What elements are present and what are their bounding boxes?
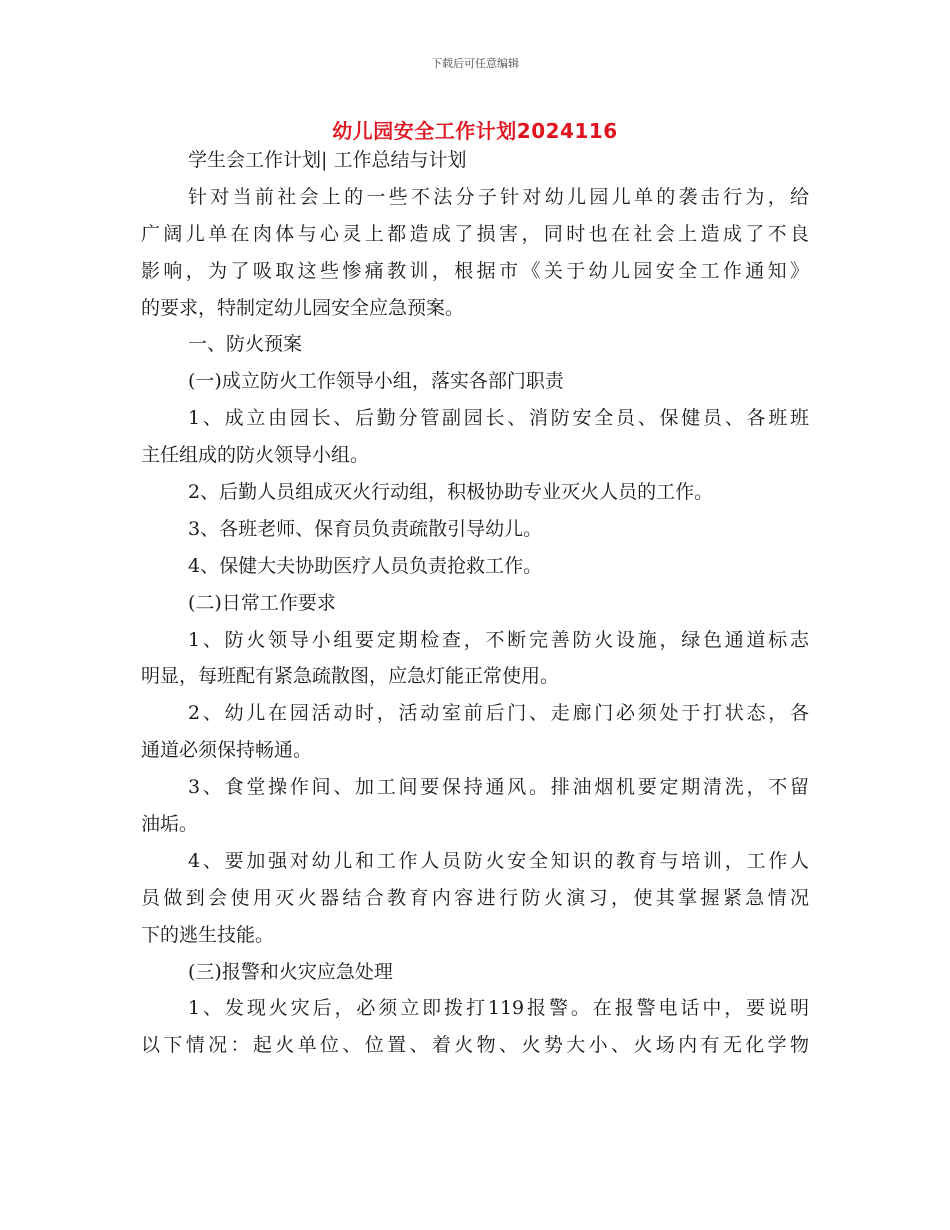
paragraph-line: 明显，每班配有紧急疏散图，应急灯能正常使用。 [141,665,560,688]
paragraph-line: 主任组成的防火领导小组。 [141,444,370,467]
paragraph-line: 3、各班老师、保育员负责疏散引导幼儿。 [188,517,543,540]
paragraph-line: 针对当前社会上的一些不法分子针对幼儿园儿单的袭击行为，给 [188,185,809,208]
paragraph-line: 通道必须保持畅通。 [141,739,313,762]
paragraph-line: 广阔儿单在肉体与心灵上都造成了损害，同时也在社会上造成了不良 [141,222,809,245]
paragraph-line: 的要求，特制定幼儿园安全应急预案。 [141,296,465,319]
paragraph-line: 1、防火领导小组要定期检查，不断完善防火设施，绿色通道标志 [188,628,809,651]
subtitle-line: 学生会工作计划| 工作总结与计划 [188,149,467,171]
paragraph-line: 下的逃生技能。 [141,923,275,946]
paragraph-line: 影响，为了吸取这些惨痛教训，根据市《关于幼儿园安全工作通知》 [141,259,809,282]
paragraph-line: 员做到会使用灭火器结合教育内容进行防火演习，使其掌握紧急情况 [141,886,809,909]
subsection-heading: (三)报警和火灾应急处理 [188,960,393,983]
document-title: 幼儿园安全工作计划2024116 [332,119,618,143]
subsection-heading: (二)日常工作要求 [188,591,336,614]
paragraph-line: 3、食堂操作间、加工间要保持通风。排油烟机要定期清洗，不留 [188,776,809,799]
section-heading: 一、防火预案 [188,333,303,356]
paragraph-line: 4、要加强对幼儿和工作人员防火安全知识的教育与培训，工作人 [188,849,809,872]
paragraph-line: 油垢。 [141,813,199,836]
subsection-heading: (一)成立防火工作领导小组，落实各部门职责 [188,370,564,393]
paragraph-line: 2、幼儿在园活动时，活动室前后门、走廊门必须处于打状态，各 [188,702,809,725]
paragraph-line: 4、保健大夫协助医疗人员负责抢救工作。 [188,554,543,577]
paragraph-line: 1、发现火灾后，必须立即拨打119报警。在报警电话中，要说明 [188,997,809,1020]
paragraph-line: 1、成立由园长、后勤分管副园长、消防安全员、保健员、各班班 [188,407,809,430]
document-body [141,142,809,1064]
paragraph-line: 2、后勤人员组成灭火行动组，积极协助专业灭火人员的工作。 [188,481,714,504]
paragraph-line: 以下情况：起火单位、位置、着火物、火势大小、火场内有无化学物 [141,1034,809,1057]
header-note: 下载后可任意编辑 [431,57,519,70]
